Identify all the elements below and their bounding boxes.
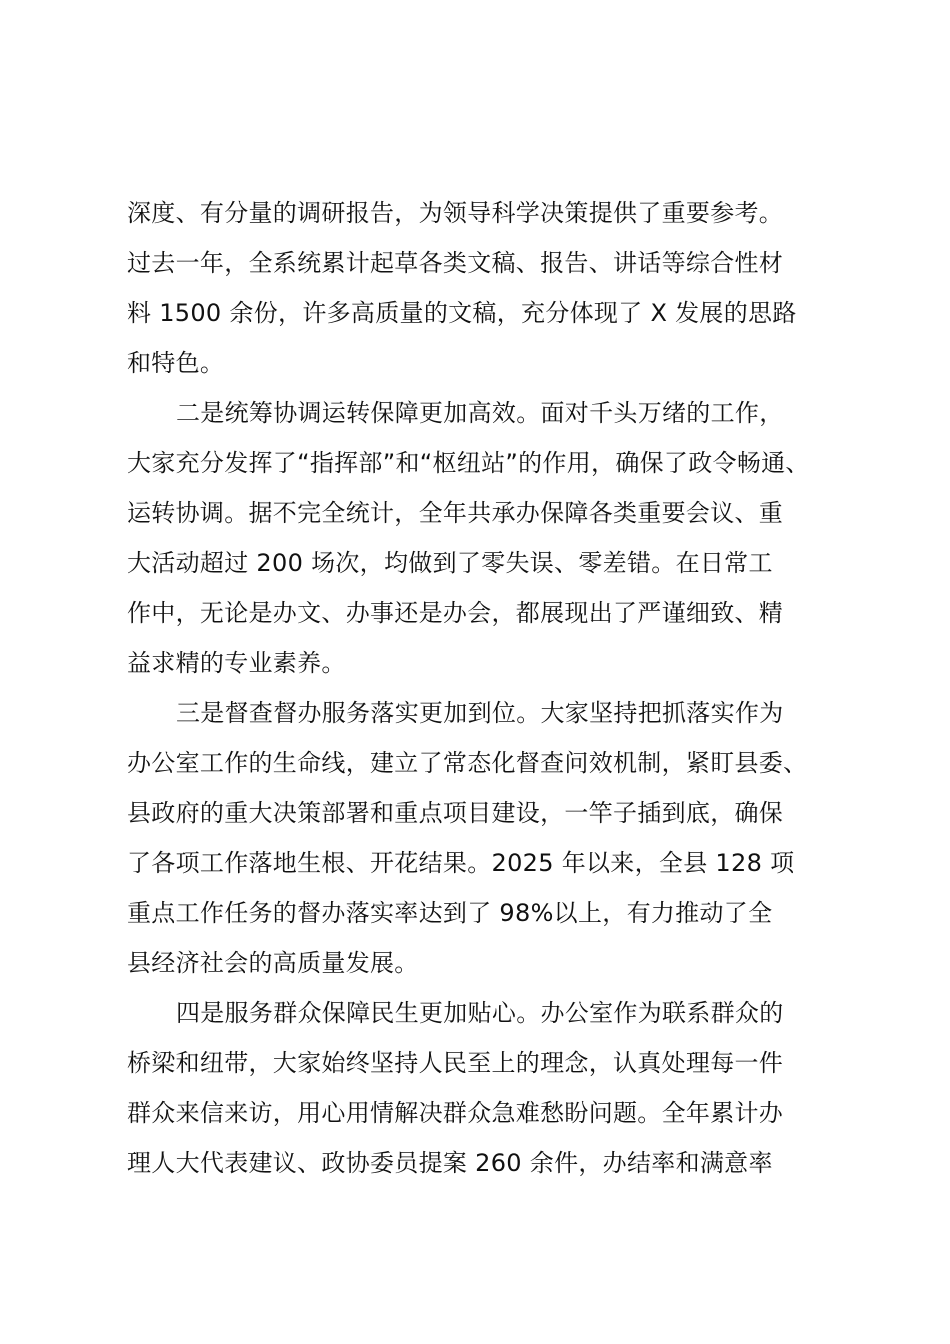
document-body (127, 188, 827, 1188)
text-line: 县经济社会的高质量发展。 (127, 949, 419, 977)
text-line: 大活动超过 200 场次，均做到了零失误、零差错。在日常工 (127, 549, 773, 577)
text-line: 理人大代表建议、政协委员提案 260 余件，办结率和满意率 (127, 1149, 773, 1177)
text-line: 重点工作任务的督办落实率达到了 98%以上，有力推动了全 (127, 899, 773, 927)
text-line: 桥梁和纽带，大家始终坚持人民至上的理念，认真处理每一件 (127, 1049, 784, 1077)
text-line: 大家充分发挥了“指挥部”和“枢纽站”的作用，确保了政令畅通、 (127, 449, 810, 477)
text-line: 作中，无论是办文、办事还是办会，都展现出了严谨细致、精 (127, 599, 784, 627)
text-line: 办公室工作的生命线，建立了常态化督查问效机制，紧盯县委、 (127, 749, 808, 777)
paragraph-start-line: 三是督查督办服务落实更加到位。大家坚持把抓落实作为 (176, 699, 784, 727)
text-line: 深度、有分量的调研报告，为领导科学决策提供了重要参考。 (127, 199, 784, 227)
text-line: 益求精的专业素养。 (127, 649, 346, 677)
text-line: 群众来信来访，用心用情解决群众急难愁盼问题。全年累计办 (127, 1099, 784, 1127)
text-line: 了各项工作落地生根、开花结果。2025 年以来，全县 128 项 (127, 849, 795, 877)
text-line: 运转协调。据不完全统计，全年共承办保障各类重要会议、重 (127, 499, 784, 527)
text-line: 料 1500 余份，许多高质量的文稿，充分体现了 X 发展的思路 (127, 299, 797, 327)
text-line: 过去一年，全系统累计起草各类文稿、报告、讲话等综合性材 (127, 249, 784, 277)
text-line: 和特色。 (127, 349, 225, 377)
text-line: 县政府的重大决策部署和重点项目建设，一竿子插到底，确保 (127, 799, 784, 827)
paragraph-start-line: 二是统筹协调运转保障更加高效。面对千头万绪的工作， (176, 399, 784, 427)
paragraph-start-line: 四是服务群众保障民生更加贴心。办公室作为联系群众的 (176, 999, 784, 1027)
